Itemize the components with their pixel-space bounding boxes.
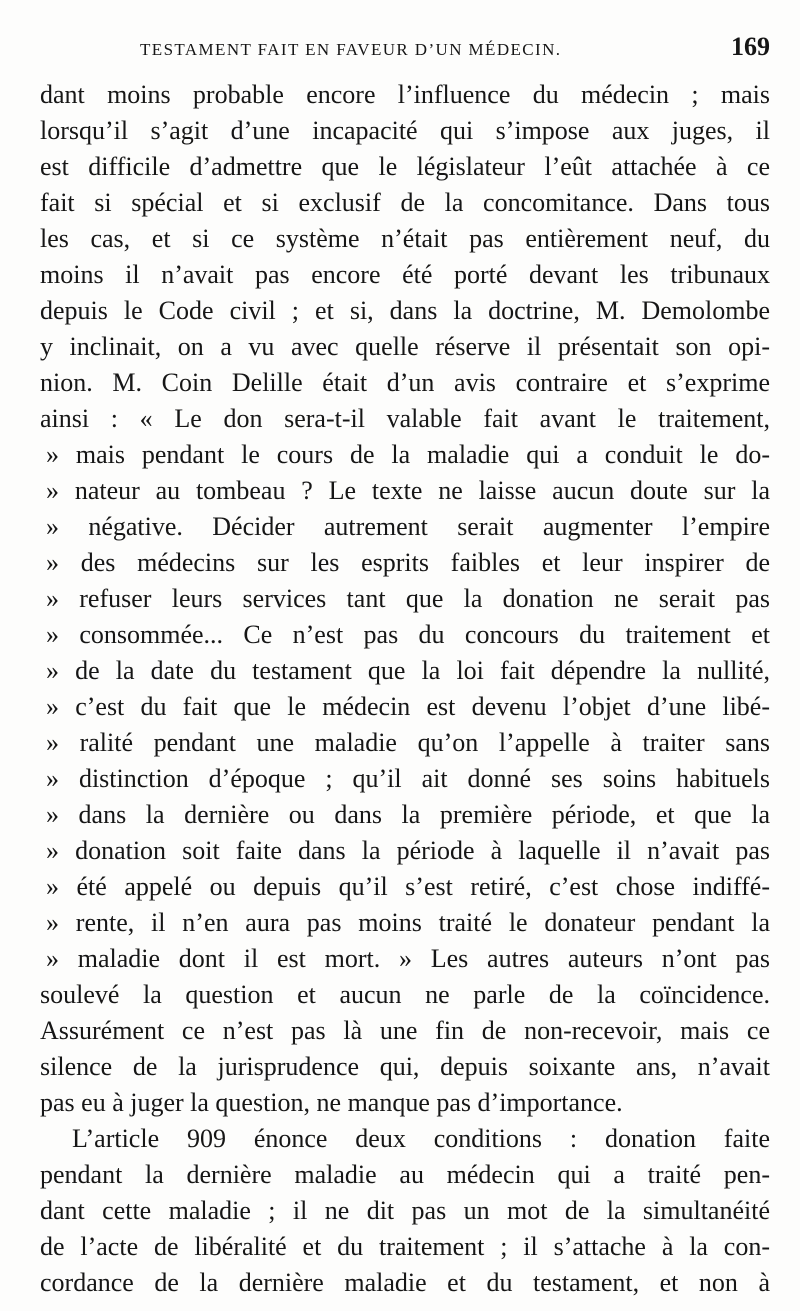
paragraph-first-line: L’article 909 énonce deux conditions : donation faite (72, 1124, 770, 1153)
text-line: fait si spécial et si exclusif de la concomitance. Dans tous (40, 188, 770, 217)
text-line: nion. M. Coin Delille était d’un avis contraire et s’exprime (40, 368, 770, 397)
quote-line: » c’est du fait que le médecin est devenu l’objet d’une libé- (46, 692, 770, 721)
text-line: Assurément ce n’est pas là une fin de non-recevoir, mais ce (40, 1016, 770, 1045)
quote-line: » distinction d’époque ; qu’il ait donné ses soins habituels (46, 764, 770, 793)
text-line: cordance de la dernière maladie et du testament, et non à (40, 1268, 770, 1297)
quote-line: » dans la dernière ou dans la première période, et que la (46, 800, 770, 829)
running-head (40, 32, 770, 72)
quote-line: » maladie dont il est mort. » Les autres auteurs n’ont pas (46, 944, 770, 973)
running-title: TESTAMENT FAIT EN FAVEUR D’UN MÉDECIN. (140, 40, 562, 59)
quote-line: » nateur au tombeau ? Le texte ne laisse aucun doute sur la (46, 476, 770, 505)
text-line: les cas, et si ce système n’était pas entièrement neuf, du (40, 224, 770, 253)
quote-line: » négative. Décider autrement serait augmenter l’empire (46, 512, 770, 541)
text-line: silence de la jurisprudence qui, depuis soixante ans, n’avait (40, 1052, 770, 1081)
quote-line: » rente, il n’en aura pas moins traité le donateur pendant la (46, 908, 770, 937)
quote-line: » mais pendant le cours de la maladie qui a conduit le do- (46, 440, 770, 469)
text-line: dant cette maladie ; il ne dit pas un mot de la simultanéité (40, 1196, 770, 1225)
text-line: pendant la dernière maladie au médecin qui a traité pen- (40, 1160, 770, 1189)
quote-line: » été appelé ou depuis qu’il s’est retiré, c’est chose indiffé- (46, 872, 770, 901)
text-line: y inclinait, on a vu avec quelle réserve il présentait son opi- (40, 332, 770, 361)
text-line: lorsqu’il s’agit d’une incapacité qui s’impose aux juges, il (40, 116, 770, 145)
text-line: de l’acte de libéralité et du traitement ; il s’attache à la con- (40, 1232, 770, 1261)
quote-line: » consommée... Ce n’est pas du concours du traitement et (46, 620, 770, 649)
page-number: 169 (731, 32, 770, 61)
quote-line: » refuser leurs services tant que la donation ne serait pas (46, 584, 770, 613)
text-line: est difficile d’admettre que le législateur l’eût attachée à ce (40, 152, 770, 181)
text-line: moins il n’avait pas encore été porté devant les tribunaux (40, 260, 770, 289)
quote-line: » ralité pendant une maladie qu’on l’appelle à traiter sans (46, 728, 770, 757)
text-line: ainsi : « Le don sera-t-il valable fait avant le traitement, (40, 404, 770, 433)
quote-line: » donation soit faite dans la période à laquelle il n’avait pas (46, 836, 770, 865)
quote-line: » des médecins sur les esprits faibles et leur inspirer de (46, 548, 770, 577)
text-line: soulevé la question et aucun ne parle de la coïncidence. (40, 980, 770, 1009)
paragraph-end-line: pas eu à juger la question, ne manque pas d’importance. (40, 1088, 623, 1117)
quote-line: » de la date du testament que la loi fait dépendre la nullité, (46, 656, 770, 685)
text-line: dant moins probable encore l’influence du médecin ; mais (40, 80, 770, 109)
text-line: depuis le Code civil ; et si, dans la doctrine, M. Demolombe (40, 296, 770, 325)
